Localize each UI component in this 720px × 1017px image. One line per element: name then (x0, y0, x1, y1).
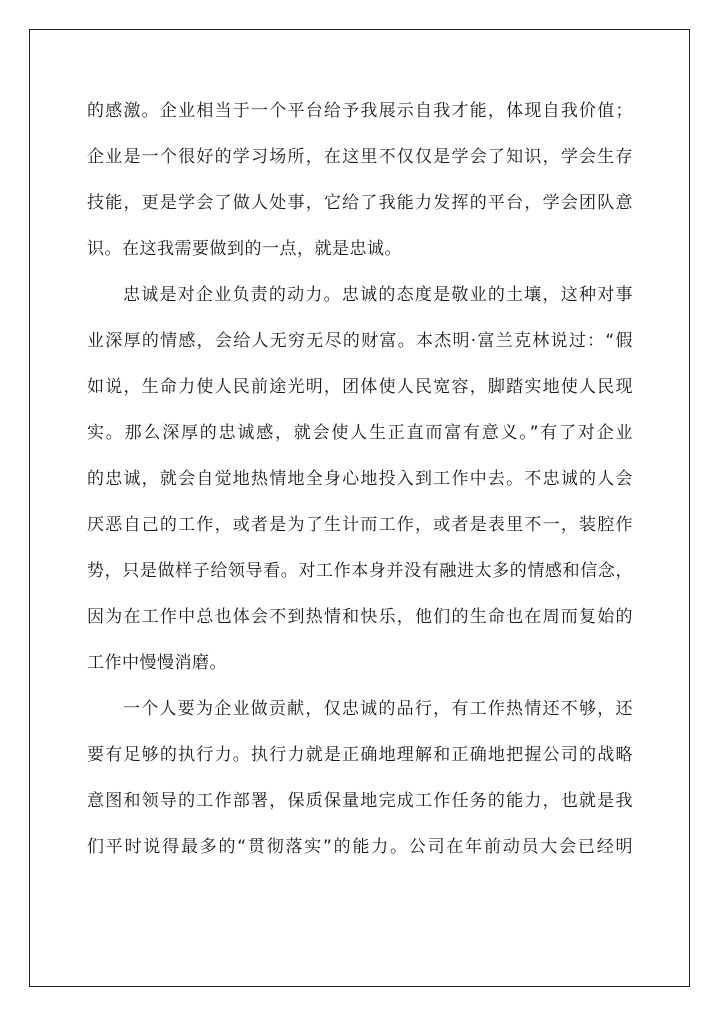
paragraph-2-line-6: 厌恶自己的工作，或者是为了生计而工作，或者是表里不一，装腔作 (87, 515, 633, 535)
paragraph-2-line-8: 因为在工作中总也体会不到热情和快乐，他们的生命也在周而复始的 (87, 607, 633, 627)
paragraph-1-line-3: 技能，更是学会了做人处事，它给了我能力发挥的平台，学会团队意 (87, 193, 633, 213)
paragraph-2-line-7: 势，只是做样子给领导看。对工作本身并没有融进太多的情感和信念， (87, 561, 633, 581)
paragraph-2-line-3: 如说，生命力使人民前途光明，团体使人民宽容，脚踏实地使人民现 (87, 377, 633, 397)
paragraph-1-line-4: 识。在这我需要做到的一点，就是忠诚。 (87, 239, 402, 259)
paragraph-3-line-4: 们平时说得最多的“贯彻落实”的能力。公司在年前动员大会已经明 (87, 837, 633, 857)
paragraph-3-line-1: 一个人要为企业做贡献，仅忠诚的品行，有工作热情还不够，还 (123, 699, 633, 719)
paragraph-3-line-3: 意图和领导的工作部署，保质保量地完成工作任务的能力，也就是我 (87, 791, 633, 811)
paragraph-2-line-5: 的忠诚，就会自觉地热情地全身心地投入到工作中去。不忠诚的人会 (87, 469, 633, 489)
paragraph-2-line-1: 忠诚是对企业负责的动力。忠诚的态度是敬业的土壤，这种对事 (123, 285, 633, 305)
paragraph-2-line-4: 实。那么深厚的忠诚感，就会使人生正直而富有意义。”有了对企业 (87, 423, 633, 443)
paragraph-3-line-2: 要有足够的执行力。执行力就是正确地理解和正确地把握公司的战略 (87, 745, 633, 765)
paragraph-1-line-1: 的感激。企业相当于一个平台给予我展示自我才能，体现自我价值； (87, 101, 633, 121)
paragraph-2-line-2: 业深厚的情感，会给人无穷无尽的财富。本杰明·富兰克林说过：“假 (87, 331, 633, 351)
paragraph-2-line-9: 工作中慢慢消磨。 (87, 653, 227, 673)
paragraph-1-line-2: 企业是一个很好的学习场所，在这里不仅仅是学会了知识，学会生存 (87, 147, 633, 167)
document-body (87, 94, 633, 876)
